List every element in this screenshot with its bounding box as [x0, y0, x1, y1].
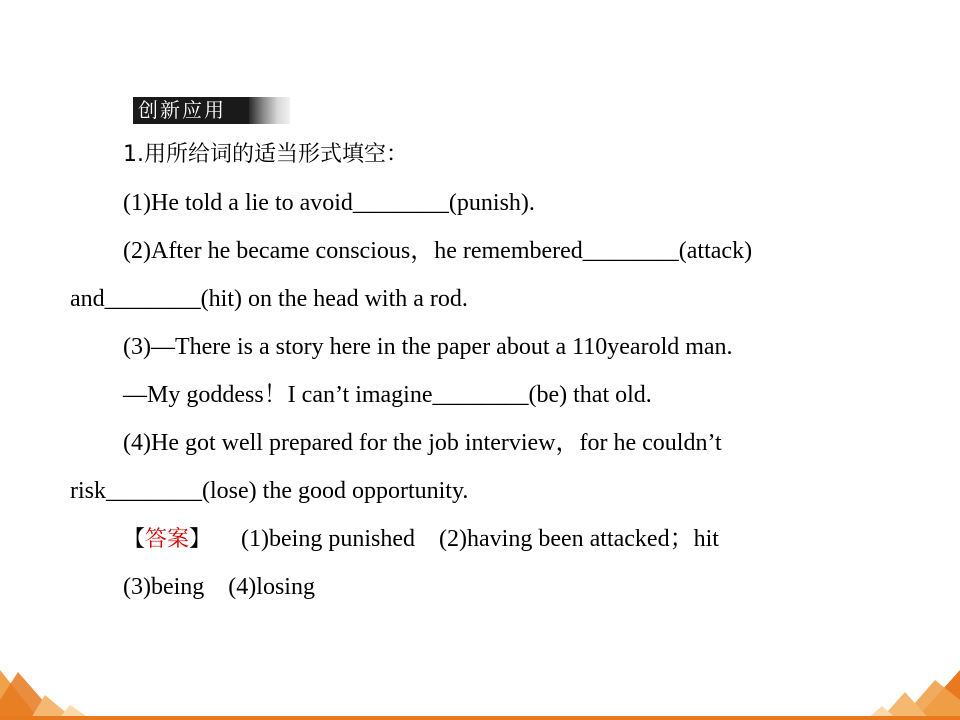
question-2-line-2: and________(hit) on the head with a rod.	[70, 286, 468, 312]
decor-triangle-right-2	[900, 680, 960, 720]
answer-label: 答案	[145, 527, 190, 552]
decor-triangle-right-1	[915, 670, 960, 720]
answer-line-2: (3)being (4)losing	[123, 574, 315, 600]
decor-triangle-left-2	[0, 672, 60, 720]
answer-line-1	[123, 524, 719, 555]
answer-bracket-close: 】	[189, 527, 212, 552]
question-4-line-1: (4)He got well prepared for the job interview，for he couldn’t	[123, 430, 722, 456]
answer-text: (1)being punished (2)having been attacked；hit	[241, 526, 719, 552]
decor-triangle-left-3	[30, 695, 75, 720]
answer-bracket-open: 【	[123, 527, 146, 552]
question-3-line-1: (3)—There is a story here in the paper about a 110yearold man.	[123, 334, 733, 360]
decor-triangle-left-1	[0, 670, 40, 720]
question-3-line-2: —My goddess！I can’t imagine________(be) that old.	[123, 382, 652, 408]
section-badge-fade	[249, 97, 290, 124]
question-2-line-1: (2)After he became conscious，he remembered________(attack)	[123, 238, 753, 264]
decor-triangle-right-3	[880, 692, 930, 720]
question-4-line-2: risk________(lose) the good opportunity.	[70, 478, 469, 504]
bottom-rule	[0, 716, 960, 720]
section-badge-label: 创新应用	[133, 97, 249, 124]
decor-triangle-right-4	[866, 706, 898, 720]
question-1: (1)He told a lie to avoid________(punish).	[123, 190, 535, 216]
question-title: 1.用所给词的适当形式填空：	[123, 142, 408, 167]
section-badge	[133, 97, 290, 124]
decor-triangle-left-4	[58, 705, 92, 720]
